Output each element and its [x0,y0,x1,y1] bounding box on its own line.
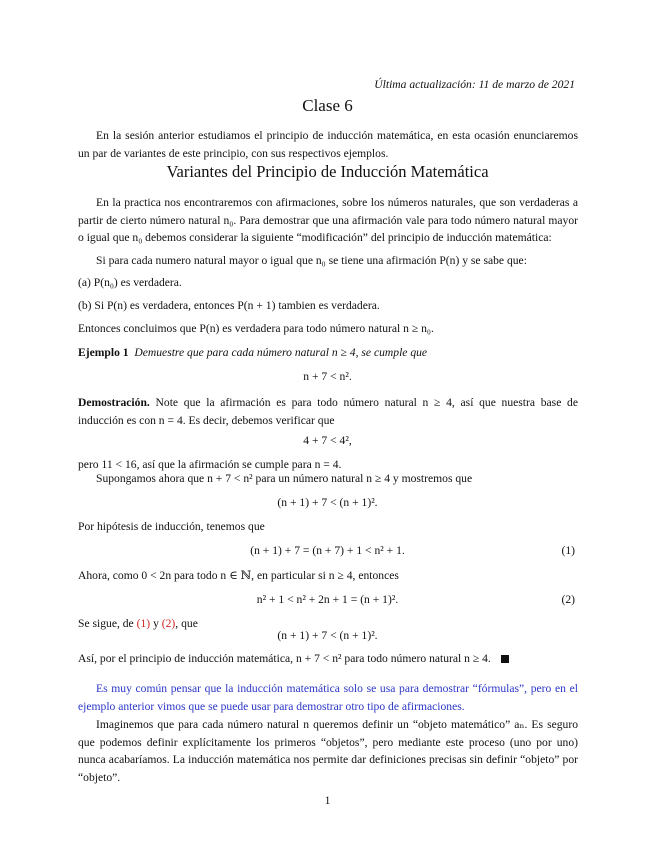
proof-formula-3: (n + 1) + 7 < (n + 1)². [277,629,378,642]
equation-1: (n + 1) + 7 = (n + 7) + 1 < n² + 1. [250,544,405,557]
note-paragraph: Es muy común pensar que la inducción matemática solo se usa para demostrar “fórmulas”, pero en el ejemplo anterior vimos que se puede usar para demostrar otro tipo de afirmaciones. [78,682,578,713]
proof-text-7: Así, por el principio de inducción matemática, n + 7 < n² para todo número natural n ≥ 4. [78,652,491,665]
example-label: Ejemplo 1 [78,346,129,359]
proof-text-1: Note que la afirmación es para todo número natural n ≥ 4, así que nuestra base de inducción es con n = 4. Es decir, debemos verificar que [78,396,578,427]
conclusion: Entonces concluimos que P(n) es verdadera para todo número natural n ≥ n₀. [78,322,434,335]
proof-conclusion [78,650,509,668]
proof-text-5: Ahora, como 0 < 2n para todo n ∈ ℕ, en particular si n ≥ 4, entonces [78,569,399,582]
equation-1-number: (1) [561,544,575,557]
proof-intro [78,394,578,429]
proof-label: Demostración. [78,396,150,409]
item-a: (a) P(n₀) es verdadera. [78,276,182,289]
proof-text-2: pero 11 < 16, así que la afirmación se cumple para n = 4. [78,458,342,471]
intro-paragraph: En la sesión anterior estudiamos el principio de inducción matemática, en esta ocasión enunciaremos un par de variantes de este principio, con sus respectivos ejemplos. [78,129,578,160]
proof-text-6-post: , que [175,617,198,630]
example-1 [78,344,578,362]
last-update: Última actualización: 11 de marzo de 2021 [374,78,575,91]
proof-text-3: Supongamos ahora que n + 7 < n² para un número natural n ≥ 4 y mostremos que [96,472,473,485]
paragraph-2: Si para cada numero natural mayor o igual que n₀ se tiene una afirmación P(n) y se sabe que: [96,254,527,267]
example-formula: n + 7 < n². [303,370,352,383]
equation-1-link[interactable]: (1) [136,617,151,630]
qed-square-icon [501,655,509,663]
proof-formula-2: (n + 1) + 7 < (n + 1)². [277,496,378,509]
example-statement: Demuestre que para cada número natural n ≥ 4, se cumple que [134,346,428,359]
equation-2-link[interactable]: (2) [161,617,176,630]
page-title: Clase 6 [302,96,353,115]
item-b: (b) Si P(n) es verdadera, entonces P(n + 1) tambien es verdadera. [78,299,380,312]
section-title: Variantes del Principio de Inducción Matemática [166,162,489,181]
final-paragraph: Imaginemos que para cada número natural n queremos definir un “objeto matemático” aₙ. Es seguro que podemos definir explícitamente los primeros “objetos”, pero mediante este proceso (uno por uno) nunca acabaríamos. La inducción matemática nos permite dar definiciones precisas sin definir “objeto” por “objeto”. [78,718,578,784]
proof-text-4: Por hipótesis de inducción, tenemos que [78,520,265,533]
equation-2: n² + 1 < n² + 2n + 1 = (n + 1)². [256,593,399,606]
equation-2-number: (2) [561,593,575,606]
paragraph-1: En la practica nos encontraremos con afirmaciones, sobre los números naturales, que son verdaderas a partir de cierto número natural n₀. Para demostrar que una afirmación vale para todo número natural mayor o igual que n₀ debemos considerar la siguiente “modificación” del principio de inducción matemática: [78,196,578,244]
proof-text-6-mid: y [153,617,159,630]
proof-text-6-pre: Se sigue, de [78,617,134,630]
proof-formula-1: 4 + 7 < 4², [303,434,352,447]
page-number: 1 [324,794,331,807]
